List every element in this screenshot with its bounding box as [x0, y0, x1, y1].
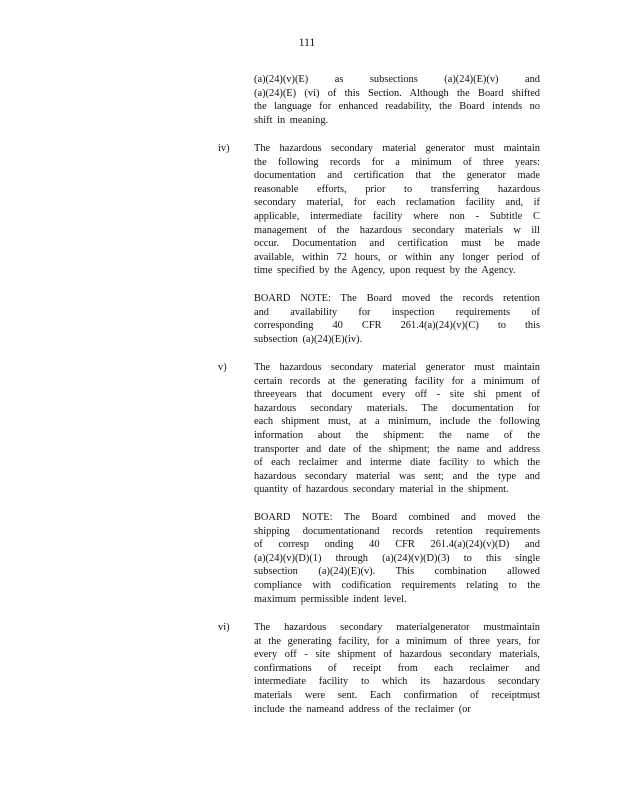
board-note [254, 511, 540, 606]
text-line: information about the shipment: the name of the [254, 429, 540, 441]
text-line: quantity of hazardous secondary material in the shipment. [254, 484, 509, 496]
text-line: of corresp onding 40 CFR 261.4(a)(24)(v)(D) and [254, 539, 540, 551]
item-paragraph [254, 621, 540, 716]
text-line: documentation and certification that the generator made [254, 170, 540, 182]
item-paragraph [254, 142, 540, 278]
text-line: transporter and date of the shipment; the name and address [254, 443, 540, 455]
page-number [0, 37, 618, 50]
text-line: subsection (a)(24)(E)(v). This combination allowed [254, 566, 540, 578]
text-line: shipping documentationand records retention requirements [254, 525, 540, 537]
text-line: (a)(24)(v)(E) as subsections (a)(24)(E)(v) and [254, 74, 540, 85]
text-line: time specified by the Agency, upon request by the Agency. [254, 265, 516, 277]
text-line: each shipment must, at a minimum, include the following [254, 416, 540, 428]
text-line: applicable, intermediate facility where non - Subtitle C [254, 210, 540, 222]
text-line: the language for enhanced readability, the Board intends no [254, 101, 540, 113]
text-line: secondary material, for each reclamation facility and, if [254, 197, 540, 209]
intro-paragraph [254, 73, 540, 127]
text-line: every off - site shipment of hazardous secondary materials, [254, 649, 540, 661]
text-line: corresponding 40 CFR 261.4(a)(24)(v)(C) to this [254, 320, 540, 332]
text-line: of each reclaimer and interme diate facility to which the [254, 457, 540, 469]
text-line: intermediate facility to which its hazardous secondary [254, 676, 540, 688]
text-line: reasonable efforts, prior to transferring hazardous [254, 183, 540, 195]
text-line: and availability for inspection requirements of [254, 306, 540, 318]
item-marker: vi) [218, 622, 230, 633]
text-line: compliance with codification requirements relating to the [254, 579, 540, 591]
text-line: hazardous secondary material was sent; and the type and [254, 470, 540, 482]
text-line: shift in meaning. [254, 114, 329, 126]
text-line: BOARD NOTE: The Board combined and moved the [254, 512, 540, 523]
text-line: (a)(24)(E) (vi) of this Section. Although the Board shifted [254, 87, 540, 99]
text-line: certain records at the generating facility for a minimum of [254, 375, 540, 387]
text-line: The hazardous secondary material generator must maintain [254, 362, 540, 373]
text-line: materials were sent. Each confirmation of receiptmust [254, 689, 540, 701]
item-marker: iv) [218, 143, 230, 154]
text-line: maximum permissible indent level. [254, 593, 407, 605]
text-line: The hazardous secondary materialgenerator mustmaintain [254, 622, 540, 633]
item-paragraph [254, 361, 540, 497]
text-line: hazardous secondary materials. The documentation for [254, 402, 540, 414]
text-line: management of the hazardous secondary materials w ill [254, 224, 540, 236]
text-line: at the generating facility, for a minimum of three years, for [254, 635, 540, 647]
text-line: BOARD NOTE: The Board moved the records retention [254, 293, 540, 304]
text-line: include the nameand address of the reclaimer (or [254, 703, 471, 715]
item-marker: v) [218, 362, 227, 373]
page-number-text: 111 [298, 37, 316, 49]
text-line: available, within 72 hours, or within any longer period of [254, 251, 540, 263]
text-line: threeyears that document every off - site shi pment of [254, 389, 540, 401]
board-note [254, 292, 540, 346]
text-line: confirmations of receipt from each reclaimer and [254, 662, 540, 674]
text-line: the following records for a minimum of three years: [254, 156, 540, 168]
text-line: occur. Documentation and certification must be made [254, 238, 540, 250]
text-line: The hazardous secondary material generator must maintain [254, 143, 540, 154]
text-line: subsection (a)(24)(E)(iv). [254, 333, 363, 345]
text-line: (a)(24)(v)(D)(1) through (a)(24)(v)(D)(3) to this single [254, 552, 540, 564]
